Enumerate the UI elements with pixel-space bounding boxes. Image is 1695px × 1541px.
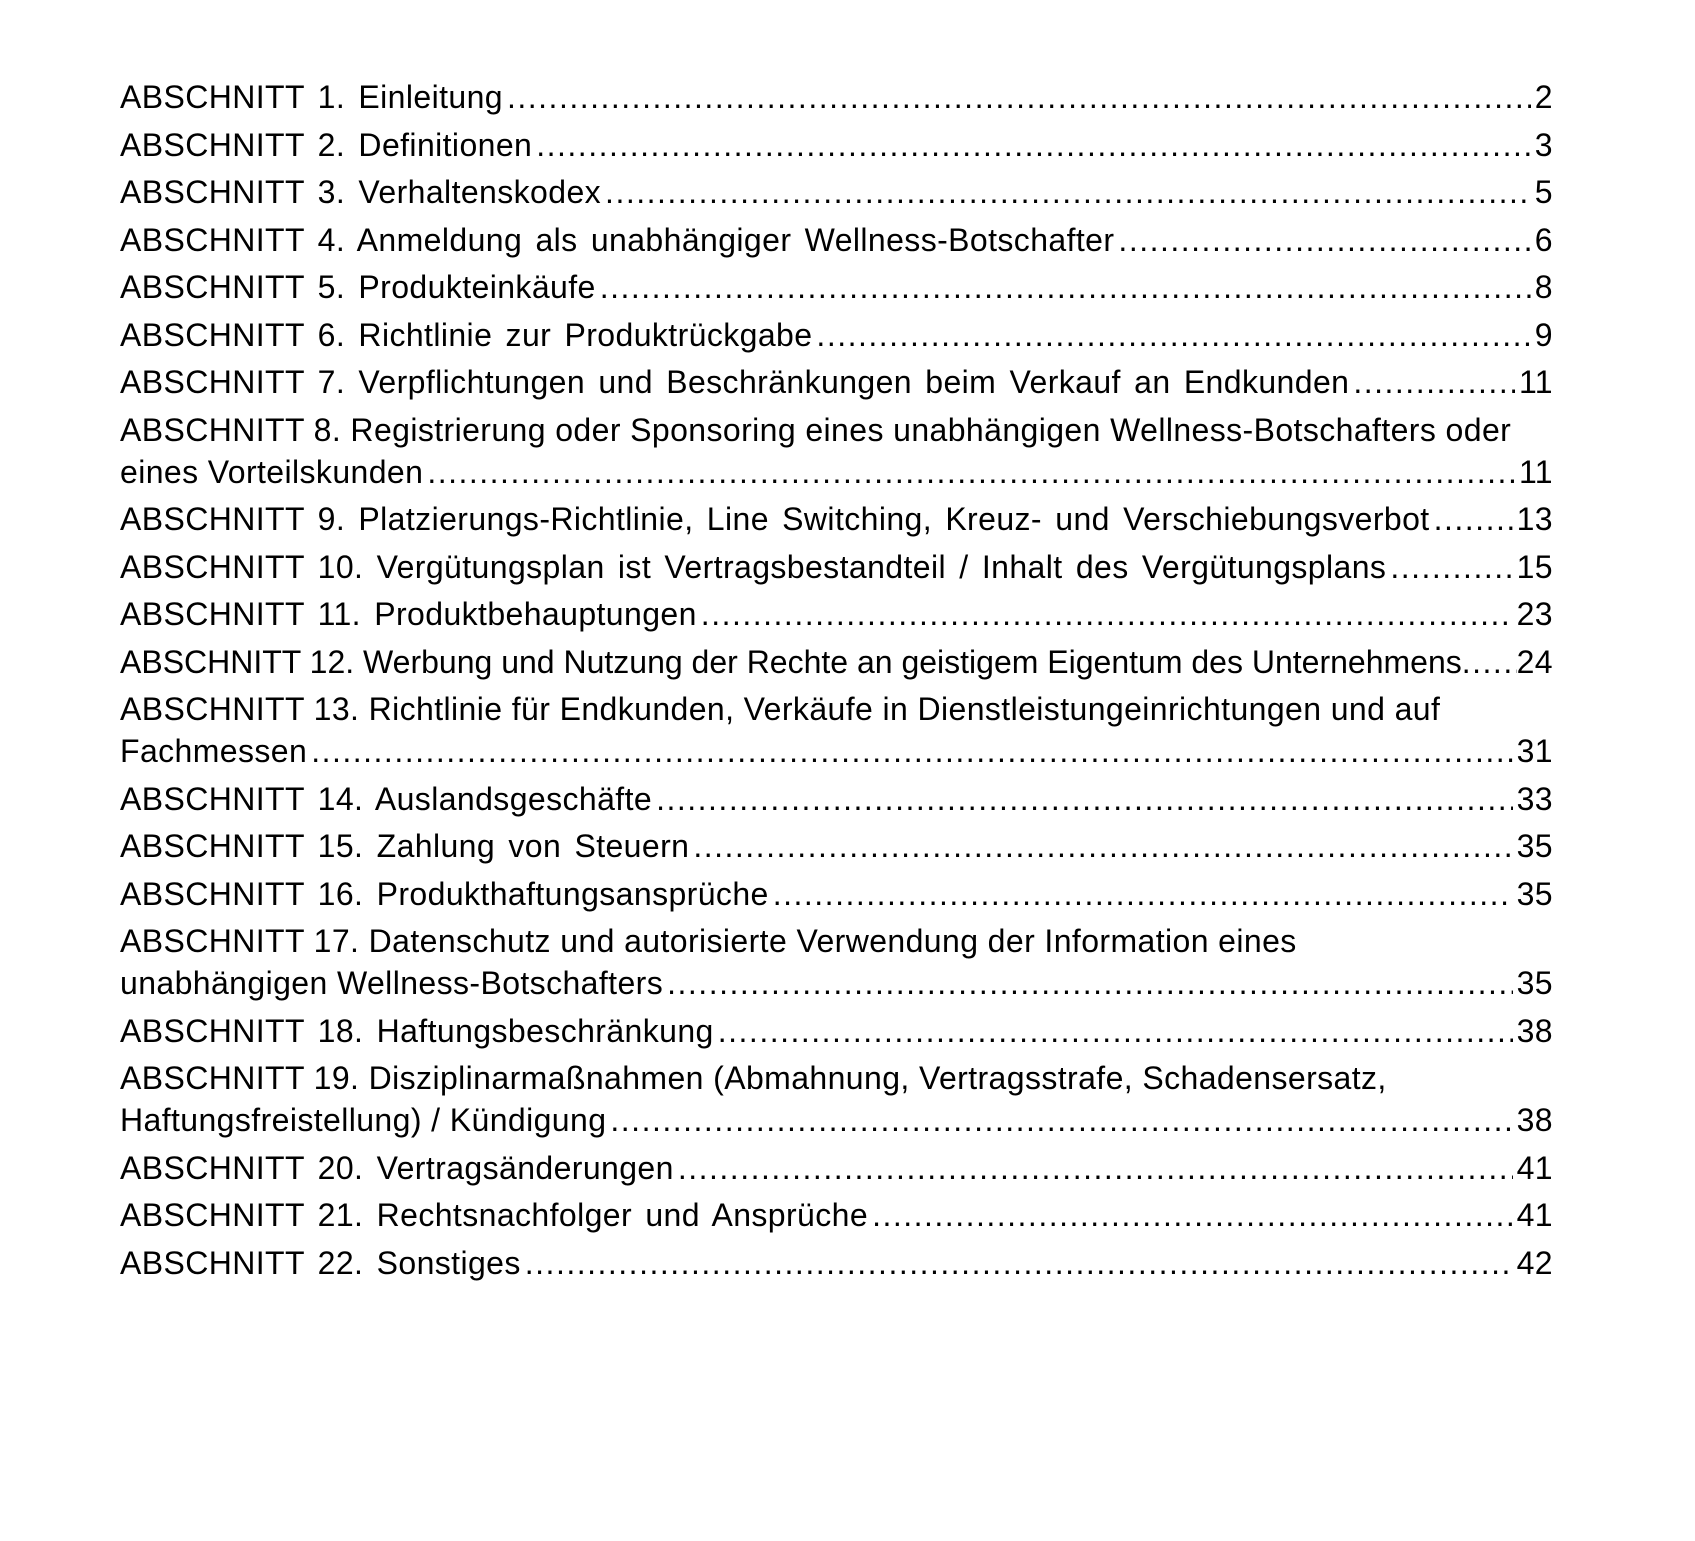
toc-entry-title: ABSCHNITT 3. Verhaltenskodex: [120, 174, 602, 210]
toc-entry-page: 23: [1516, 596, 1553, 632]
toc-entry-15[interactable]: [120, 825, 1553, 867]
toc-entry-page: 11: [1518, 453, 1553, 490]
toc-entry-title-line1: ABSCHNITT 17. Datenschutz und autorisierte Verwendung der Information eines: [120, 923, 1297, 959]
toc-entry-title: ABSCHNITT 15. Zahlung von Steuern: [120, 828, 690, 864]
toc-entry-title-line2: Fachmessen: [120, 733, 308, 769]
toc-entry-title: ABSCHNITT 5. Produkteinkäufe: [120, 269, 596, 305]
toc-entry-title-line1: ABSCHNITT 13. Richtlinie für Endkunden, Verkäufe in Dienstleistungeinrichtungen und auf: [120, 691, 1441, 727]
toc-entry-page: 41: [1516, 1149, 1553, 1186]
dot-leader: [1462, 641, 1517, 683]
toc-entry-title-line1: ABSCHNITT 19. Disziplinarmaßnahmen (Abmahnung, Vertragsstrafe, Schadensersatz,: [120, 1060, 1387, 1096]
toc-entry-title: ABSCHNITT 14. Auslandsgeschäfte: [120, 780, 653, 817]
toc-entry-9[interactable]: [120, 498, 1553, 540]
toc-entry-title: ABSCHNITT 16. Produkthaftungsansprüche: [120, 875, 769, 912]
toc-entry-page: 35: [1516, 875, 1553, 912]
toc-entry-title: ABSCHNITT 21. Rechtsnachfolger und Ansprüche: [120, 1197, 869, 1233]
dot-leader: [507, 76, 1531, 118]
toc-entry-title: ABSCHNITT 12. Werbung und Nutzung der Rechte an geistigem Eigentum des Unternehmens: [120, 643, 1462, 680]
dot-leader: [667, 962, 1512, 1004]
toc-entry-3[interactable]: [120, 171, 1553, 213]
toc-entry-title: ABSCHNITT 4. Anmeldung als unabhängiger Wellness-Botschafter: [120, 221, 1115, 258]
dot-leader: [693, 825, 1512, 867]
dot-leader: [1353, 361, 1515, 403]
toc-entry-page: 15: [1516, 548, 1553, 585]
toc-entry-5[interactable]: [120, 266, 1553, 308]
toc-entry-page: 3: [1534, 126, 1553, 163]
dot-leader: [427, 451, 1515, 493]
toc-entry-title: ABSCHNITT 20. Vertragsänderungen: [120, 1149, 674, 1186]
toc-entry-2[interactable]: [120, 124, 1553, 166]
toc-entry-19[interactable]: [120, 1057, 1553, 1141]
dot-leader: [1118, 219, 1530, 261]
toc-entry-title-line1: ABSCHNITT 8. Registrierung oder Sponsoring eines unabhängigen Wellness-Botschafters oder: [120, 411, 1512, 448]
dot-leader: [656, 778, 1513, 820]
dot-leader: [1390, 546, 1512, 588]
dot-leader: [600, 266, 1531, 308]
toc-entry-page: 2: [1534, 79, 1553, 115]
toc-entry-title-line2: unabhängigen Wellness-Botschafters: [120, 965, 664, 1001]
toc-entry-page: 13: [1516, 501, 1553, 537]
toc-entry-page: 6: [1534, 221, 1553, 258]
toc-entry-20[interactable]: [120, 1147, 1553, 1189]
toc-entry-17[interactable]: [120, 920, 1553, 1004]
table-of-contents: [120, 76, 1553, 1289]
dot-leader: [311, 730, 1512, 772]
toc-entry-page: 41: [1516, 1197, 1553, 1233]
toc-entry-title: ABSCHNITT 6. Richtlinie zur Produktrückgabe: [120, 316, 813, 353]
toc-entry-8[interactable]: [120, 409, 1553, 493]
dot-leader: [718, 1010, 1513, 1052]
toc-entry-11[interactable]: [120, 593, 1553, 635]
toc-entry-18[interactable]: [120, 1010, 1553, 1052]
toc-entry-page: 38: [1516, 1102, 1553, 1138]
dot-leader: [525, 1242, 1513, 1284]
toc-entry-10[interactable]: [120, 546, 1553, 588]
dot-leader: [536, 124, 1531, 166]
toc-entry-6[interactable]: [120, 314, 1553, 356]
toc-entry-13[interactable]: [120, 688, 1553, 772]
dot-leader: [872, 1194, 1513, 1236]
dot-leader: [773, 873, 1513, 915]
toc-entry-title-line2: Haftungsfreistellung) / Kündigung: [120, 1102, 607, 1138]
toc-entry-page: 24: [1516, 643, 1553, 680]
toc-entry-21[interactable]: [120, 1194, 1553, 1236]
toc-entry-title: ABSCHNITT 18. Haftungsbeschränkung: [120, 1012, 714, 1049]
toc-entry-title: ABSCHNITT 7. Verpflichtungen und Beschränkungen beim Verkauf an Endkunden: [120, 364, 1350, 400]
toc-entry-title: ABSCHNITT 11. Produktbehauptungen: [120, 596, 697, 632]
toc-entry-12[interactable]: [120, 641, 1553, 683]
toc-entry-1[interactable]: [120, 76, 1553, 118]
toc-entry-14[interactable]: [120, 778, 1553, 820]
toc-entry-page: 31: [1516, 733, 1553, 769]
dot-leader: [1434, 498, 1513, 540]
toc-entry-title-line2: eines Vorteilskunden: [120, 453, 424, 490]
toc-entry-title: ABSCHNITT 9. Platzierungs-Richtlinie, Line Switching, Kreuz- und Verschiebungsverbot: [120, 501, 1430, 537]
toc-entry-title: ABSCHNITT 22. Sonstiges: [120, 1244, 521, 1281]
dot-leader: [701, 593, 1513, 635]
toc-entry-page: 33: [1516, 780, 1553, 817]
toc-entry-4[interactable]: [120, 219, 1553, 261]
toc-entry-page: 35: [1516, 828, 1553, 864]
dot-leader: [610, 1099, 1512, 1141]
toc-entry-page: 38: [1516, 1012, 1553, 1049]
toc-entry-page: 8: [1534, 269, 1553, 305]
dot-leader: [678, 1147, 1513, 1189]
dot-leader: [816, 314, 1530, 356]
toc-entry-22[interactable]: [120, 1242, 1553, 1284]
toc-entry-16[interactable]: [120, 873, 1553, 915]
toc-entry-7[interactable]: [120, 361, 1553, 403]
toc-entry-title: ABSCHNITT 2. Definitionen: [120, 126, 533, 163]
toc-entry-page: 42: [1516, 1244, 1553, 1281]
toc-entry-title: ABSCHNITT 10. Vergütungsplan ist Vertragsbestandteil / Inhalt des Vergütungsplans: [120, 548, 1387, 585]
toc-entry-page: 11: [1518, 364, 1553, 400]
toc-entry-title: ABSCHNITT 1. Einleitung: [120, 79, 503, 115]
dot-leader: [605, 171, 1531, 213]
toc-entry-page: 35: [1516, 965, 1553, 1001]
toc-entry-page: 5: [1534, 174, 1553, 210]
toc-entry-page: 9: [1534, 316, 1553, 353]
